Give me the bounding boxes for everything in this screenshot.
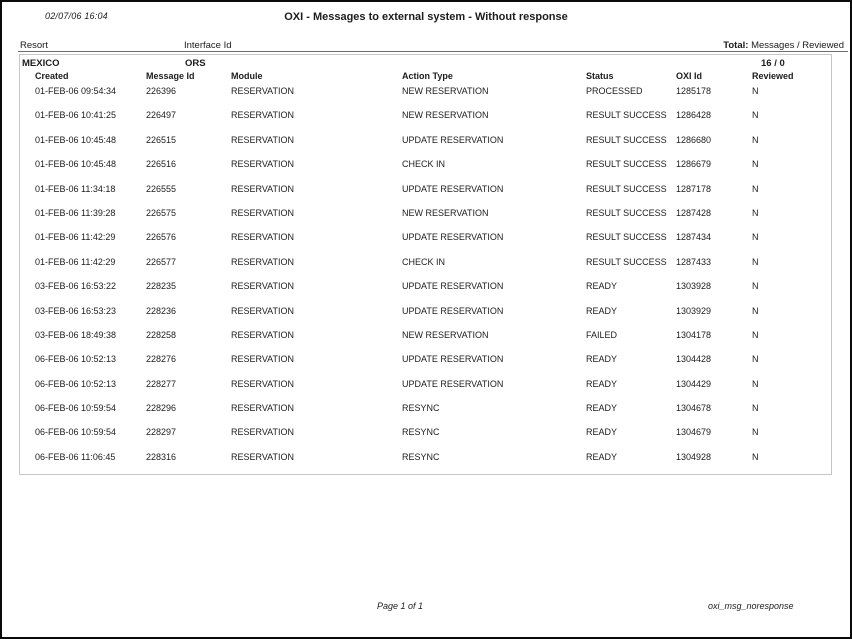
table-cell: RESERVATION: [231, 354, 295, 365]
table-cell: 1287428: [676, 207, 712, 218]
table-cell: PROCESSED: [586, 86, 643, 96]
table-cell: RESULT SUCCESS: [586, 183, 667, 194]
table-cell: 1304178: [676, 329, 712, 340]
column-header: Action Type: [402, 71, 453, 81]
table-cell: N: [752, 207, 759, 218]
report-body-frame: [19, 54, 832, 475]
table-cell: 1304428: [676, 354, 712, 365]
table-cell: 1304679: [676, 427, 712, 438]
table-cell: N: [752, 403, 759, 414]
table-cell: 06-FEB-06 10:59:54: [35, 403, 117, 414]
table-row: [20, 208, 831, 232]
report-id: oxi_msg_noresponse: [708, 601, 794, 611]
table-cell: N: [752, 354, 759, 365]
column-header: Reviewed: [752, 71, 794, 81]
table-cell: 1287434: [676, 232, 712, 243]
table-cell: 1287178: [676, 183, 712, 194]
table-row: [20, 257, 831, 281]
table-row: [20, 184, 831, 208]
table-cell: UPDATE RESERVATION: [402, 183, 504, 194]
table-cell: 03-FEB-06 16:53:22: [35, 281, 117, 292]
table-row: [20, 232, 831, 256]
table-row: [20, 354, 831, 378]
table-cell: CHECK IN: [402, 256, 446, 267]
table-cell: 226396: [146, 86, 177, 96]
group-resort-value: MEXICO: [22, 58, 60, 69]
column-header: Module: [231, 71, 263, 81]
table-cell: 01-FEB-06 10:45:48: [35, 134, 117, 145]
table-cell: UPDATE RESERVATION: [402, 134, 504, 145]
table-cell: READY: [586, 378, 618, 389]
table-cell: RESULT SUCCESS: [586, 159, 667, 170]
table-cell: 01-FEB-06 11:42:29: [35, 232, 116, 243]
table-cell: RESYNC: [402, 451, 440, 462]
table-cell: 1303928: [676, 281, 712, 292]
table-cell: RESYNC: [402, 427, 440, 438]
table-cell: RESERVATION: [231, 256, 295, 267]
column-header: Created: [35, 71, 69, 81]
table-cell: READY: [586, 354, 618, 365]
group-total-value: 16 / 0: [761, 58, 785, 69]
column-header: Status: [586, 71, 614, 81]
table-cell: UPDATE RESERVATION: [402, 281, 504, 292]
table-row: [20, 427, 831, 451]
table-row: [20, 452, 831, 476]
table-cell: 03-FEB-06 16:53:23: [35, 305, 117, 316]
table-cell: 1285178: [676, 86, 712, 96]
table-cell: RESERVATION: [231, 281, 295, 292]
table-cell: RESERVATION: [231, 378, 295, 389]
table-cell: 226575: [146, 207, 177, 218]
table-cell: 06-FEB-06 10:59:54: [35, 427, 117, 438]
table-cell: RESERVATION: [231, 159, 295, 170]
table-cell: 01-FEB-06 11:42:29: [35, 256, 116, 267]
table-cell: UPDATE RESERVATION: [402, 378, 504, 389]
messages-table: [20, 71, 831, 476]
table-cell: N: [752, 451, 759, 462]
group-interface-value: ORS: [185, 58, 206, 69]
table-cell: N: [752, 427, 759, 438]
table-cell: N: [752, 86, 759, 96]
table-cell: 01-FEB-06 09:54:34: [35, 86, 117, 96]
table-cell: 226577: [146, 256, 177, 267]
table-header-row: [20, 71, 831, 86]
table-cell: 1303929: [676, 305, 712, 316]
table-row: [20, 306, 831, 330]
table-cell: 1286679: [676, 159, 712, 170]
table-cell: RESERVATION: [231, 403, 295, 414]
table-cell: RESYNC: [402, 403, 440, 414]
table-cell: 06-FEB-06 10:52:13: [35, 378, 117, 389]
table-cell: N: [752, 232, 759, 243]
table-cell: N: [752, 256, 759, 267]
table-cell: NEW RESERVATION: [402, 110, 489, 121]
table-cell: RESERVATION: [231, 305, 295, 316]
table-cell: 01-FEB-06 10:41:25: [35, 110, 117, 121]
messages-table-body: [20, 86, 831, 476]
table-cell: RESULT SUCCESS: [586, 232, 667, 243]
interface-id-label: Interface Id: [184, 40, 232, 51]
table-cell: RESERVATION: [231, 329, 295, 340]
table-cell: 1304429: [676, 378, 712, 389]
table-cell: N: [752, 159, 759, 170]
table-cell: RESERVATION: [231, 427, 295, 438]
table-cell: READY: [586, 427, 618, 438]
table-cell: FAILED: [586, 329, 618, 340]
table-cell: 1287433: [676, 256, 712, 267]
table-cell: 1286680: [676, 134, 712, 145]
table-cell: 228235: [146, 281, 177, 292]
table-row: [20, 281, 831, 305]
table-cell: UPDATE RESERVATION: [402, 354, 504, 365]
table-cell: 228236: [146, 305, 177, 316]
table-cell: NEW RESERVATION: [402, 207, 489, 218]
table-row: [20, 403, 831, 427]
table-cell: N: [752, 183, 759, 194]
table-cell: 226576: [146, 232, 177, 243]
table-cell: 228297: [146, 427, 177, 438]
table-cell: RESERVATION: [231, 110, 295, 121]
table-cell: READY: [586, 451, 618, 462]
table-cell: 228276: [146, 354, 177, 365]
table-cell: RESERVATION: [231, 183, 295, 194]
column-header: OXI Id: [676, 71, 703, 81]
table-cell: 226516: [146, 159, 177, 170]
table-cell: UPDATE RESERVATION: [402, 232, 504, 243]
table-cell: N: [752, 281, 759, 292]
table-cell: RESULT SUCCESS: [586, 256, 667, 267]
table-cell: 06-FEB-06 10:52:13: [35, 354, 117, 365]
table-cell: RESERVATION: [231, 86, 295, 96]
table-cell: 1304678: [676, 403, 712, 414]
table-cell: 1286428: [676, 110, 712, 121]
table-cell: RESERVATION: [231, 134, 295, 145]
table-cell: RESULT SUCCESS: [586, 110, 667, 121]
total-caption: [723, 40, 844, 51]
table-cell: N: [752, 305, 759, 316]
table-cell: N: [752, 110, 759, 121]
table-cell: 228277: [146, 378, 177, 389]
table-cell: RESERVATION: [231, 451, 295, 462]
table-cell: N: [752, 329, 759, 340]
table-cell: CHECK IN: [402, 159, 446, 170]
table-cell: 228258: [146, 329, 177, 340]
table-cell: 01-FEB-06 11:39:28: [35, 207, 116, 218]
table-cell: 228296: [146, 403, 177, 414]
table-cell: RESULT SUCCESS: [586, 207, 667, 218]
table-row: [20, 86, 831, 110]
report-title: OXI - Messages to external system - Without response: [284, 11, 568, 23]
resort-label: Resort: [20, 40, 48, 51]
total-caption-text: Messages / Reviewed: [751, 40, 844, 51]
table-cell: RESERVATION: [231, 232, 295, 243]
table-cell: 01-FEB-06 10:45:48: [35, 159, 117, 170]
page-number: Page 1 of 1: [377, 601, 424, 611]
table-cell: RESULT SUCCESS: [586, 134, 667, 145]
table-cell: 01-FEB-06 11:34:18: [35, 183, 116, 194]
table-row: [20, 330, 831, 354]
table-cell: 226497: [146, 110, 177, 121]
table-cell: 03-FEB-06 18:49:38: [35, 329, 117, 340]
header-divider: [18, 51, 848, 52]
table-row: [20, 110, 831, 134]
table-cell: 228316: [146, 451, 177, 462]
table-cell: 06-FEB-06 11:06:45: [35, 451, 116, 462]
table-cell: N: [752, 134, 759, 145]
table-cell: READY: [586, 305, 618, 316]
table-cell: 1304928: [676, 451, 712, 462]
column-header: Message Id: [146, 71, 195, 81]
total-label: Total:: [723, 40, 749, 51]
table-cell: READY: [586, 403, 618, 414]
table-row: [20, 159, 831, 183]
table-cell: UPDATE RESERVATION: [402, 305, 504, 316]
group-header-row: [20, 58, 831, 70]
table-row: [20, 135, 831, 159]
table-cell: NEW RESERVATION: [402, 86, 489, 96]
table-cell: RESERVATION: [231, 207, 295, 218]
table-cell: 226555: [146, 183, 177, 194]
table-cell: N: [752, 378, 759, 389]
print-timestamp: 02/07/06 16:04: [45, 11, 108, 21]
table-row: [20, 379, 831, 403]
table-cell: 226515: [146, 134, 177, 145]
table-cell: READY: [586, 281, 618, 292]
table-cell: NEW RESERVATION: [402, 329, 489, 340]
